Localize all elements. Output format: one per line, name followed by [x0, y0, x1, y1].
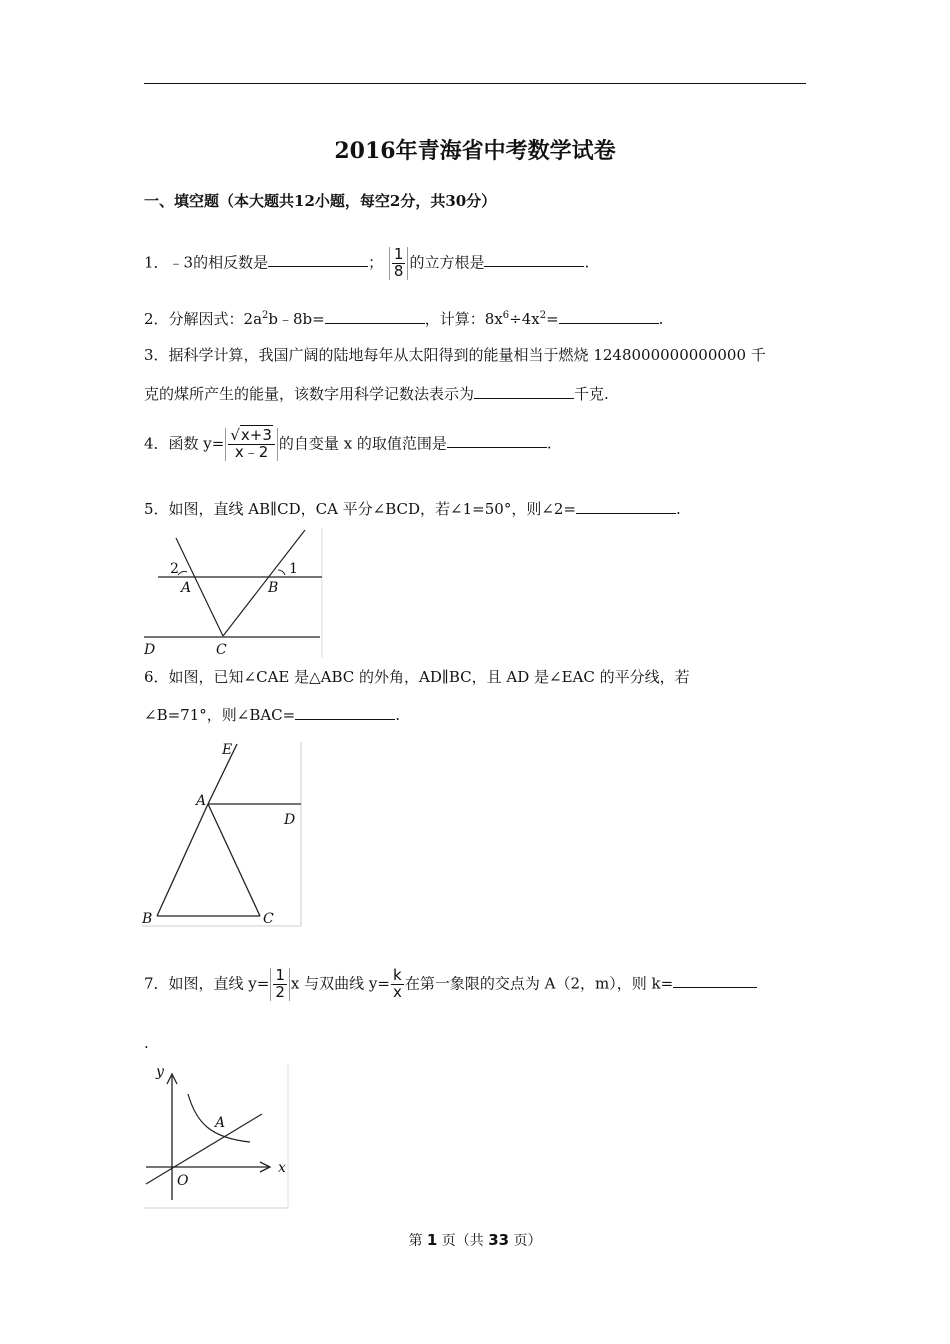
section-heading: 一、填空题（本大题共12小题，每空2分，共30分）	[144, 192, 497, 210]
q7-fraction-2	[391, 968, 404, 1001]
footer-text-b: 页（共	[441, 1233, 484, 1249]
q5-end: .	[676, 500, 681, 518]
q1-text-b: ；	[368, 253, 384, 272]
fig6-label-c: C	[263, 911, 274, 927]
q2-sup-1: 2	[262, 310, 269, 321]
q2-text-b: b﹣8b=	[268, 310, 325, 328]
footer-text-c: 页）	[513, 1233, 542, 1249]
q5-text: 5．如图，直线 AB∥CD，CA 平分∠BCD，若∠1=50°，则∠2=	[144, 500, 576, 518]
question-6-line-2	[144, 704, 400, 725]
fig6-label-e: E	[222, 742, 233, 758]
question-3-line-1: 3．据科学计算，我国广阔的陆地每年从太阳得到的能量相当于燃烧 1248000000000000 千	[144, 346, 766, 364]
q3-blank[interactable]	[474, 383, 574, 399]
q4-text-c: .	[546, 434, 552, 453]
q2-sup-3: 2	[539, 310, 547, 321]
fig6-side-ab	[157, 804, 208, 916]
footer-total-pages: 33	[488, 1231, 510, 1249]
question-2	[144, 308, 663, 329]
fig7-label-o: O	[177, 1173, 189, 1189]
q2-text-c: ，计算：8x	[424, 310, 503, 328]
fig5-line-cb	[223, 530, 305, 636]
figure-7	[142, 1060, 292, 1212]
q4-blank[interactable]	[447, 432, 547, 448]
question-7-end: .	[144, 1034, 149, 1052]
question-4	[144, 428, 552, 461]
figure-5	[144, 528, 326, 658]
footer-text-a: 第	[408, 1233, 423, 1249]
q2-text-f: .	[658, 310, 664, 328]
q7-frac2-den: x	[392, 982, 402, 1001]
q7-frac2-num: k	[391, 968, 404, 985]
q4-frac-num: √x+3	[228, 428, 275, 445]
q2-text-e: =	[546, 310, 559, 328]
q7-frac1-den: 2	[275, 982, 285, 1001]
fig7-label-a: A	[215, 1115, 226, 1131]
q6-text-a: ∠B=71°，则∠BAC=	[144, 706, 296, 724]
q3-text-a: 克的煤所产生的能量，该数字用科学记数法表示为	[144, 385, 475, 403]
q2-sup-2: 6	[502, 310, 510, 321]
q7-fraction-1	[270, 968, 290, 1001]
q7-frac1-num: 1	[275, 966, 285, 984]
fig5-label-2: 2	[170, 561, 179, 577]
question-3-line-2	[144, 383, 609, 404]
fig5-label-c: C	[216, 642, 227, 658]
fig6-label-b: B	[142, 911, 153, 927]
q4-radicand: x+3	[240, 426, 272, 444]
q3-text-b: 千克.	[574, 385, 609, 403]
q4-text-b: 的自变量 x 的取值范围是	[278, 434, 447, 453]
q7-text-b: x 与双曲线 y=	[290, 974, 390, 993]
q2-text-d: ÷4x	[509, 310, 540, 328]
question-1	[144, 247, 589, 280]
footer-page-number: 1	[426, 1231, 438, 1249]
fig6-side-ac	[208, 804, 260, 916]
q2-blank-1[interactable]	[325, 308, 425, 324]
q7-blank[interactable]	[673, 972, 757, 988]
fig6-label-d: D	[284, 812, 296, 828]
fig5-label-1: 1	[289, 561, 298, 577]
page-footer	[0, 1230, 950, 1250]
question-5	[144, 498, 681, 519]
q1-text-d: .	[584, 253, 590, 272]
q1-text-c: 的立方根是	[409, 253, 485, 272]
q1-text-a: 1．﹣3的相反数是	[144, 253, 269, 272]
q5-blank[interactable]	[576, 498, 676, 514]
q4-frac-den: x﹣2	[234, 442, 269, 461]
q4-fraction	[225, 428, 278, 461]
q7-text-c: 在第一象限的交点为 A（2，m），则 k=	[404, 974, 674, 993]
q1-frac-num: 1	[393, 245, 404, 263]
q6-blank[interactable]	[295, 704, 395, 720]
fig7-label-x: x	[278, 1160, 286, 1176]
fig5-angle-1-arc	[278, 570, 285, 575]
q1-fraction	[389, 247, 409, 280]
q7-text-a: 7．如图，直线 y=	[144, 974, 270, 993]
fig5-label-b: B	[268, 580, 279, 596]
fig5-label-a: A	[181, 580, 192, 596]
q2-text-a: 2．分解因式：2a	[144, 310, 263, 328]
fig5-label-d: D	[144, 642, 156, 658]
fig7-label-y: y	[156, 1064, 164, 1080]
header-rule	[144, 83, 806, 84]
q2-blank-2[interactable]	[559, 308, 659, 324]
question-7	[144, 968, 757, 1001]
q1-frac-den: 8	[393, 261, 404, 280]
q1-blank-1[interactable]	[268, 251, 368, 267]
q6-text-b: .	[395, 706, 400, 724]
fig6-label-a: A	[196, 793, 207, 809]
figure-6	[140, 740, 306, 930]
q4-text-a: 4．函数 y=	[144, 434, 225, 453]
q1-blank-2[interactable]	[484, 251, 584, 267]
page-title: 2016年青海省中考数学试卷	[334, 138, 616, 164]
question-6-line-1: 6．如图，已知∠CAE 是△ABC 的外角，AD∥BC，且 AD 是∠EAC 的平分线，若	[144, 668, 690, 686]
fig5-angle-2-arc	[178, 571, 187, 575]
